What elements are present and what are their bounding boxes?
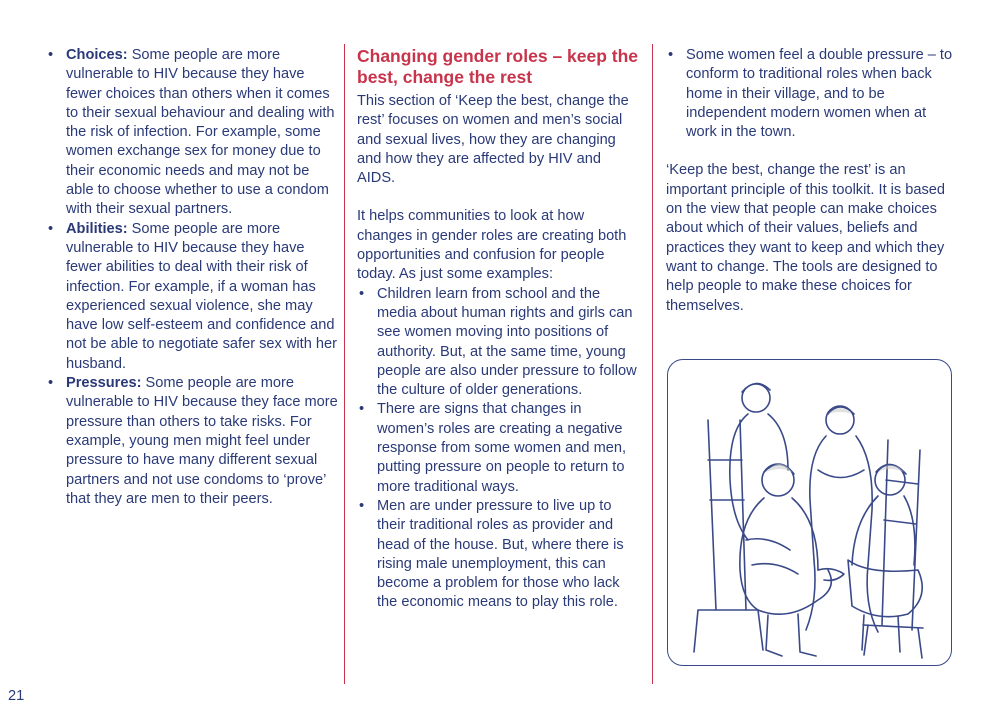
bullet-icon: •: [359, 497, 365, 514]
list-item: [666, 46, 956, 142]
term-pressures: Pressures:: [66, 375, 142, 392]
bullet-icon: •: [359, 285, 365, 302]
bullet-icon: •: [359, 401, 365, 418]
list-item-text: Children learn from school and the media about human rights and girls can see women moving into positions of authority. But, at the same time, young people are also under pressure to follow the culture of older generations.: [377, 285, 637, 399]
column-divider-right: [652, 44, 653, 684]
text-pressures: Some people are more vulnerable to HIV because they face more pressure than others to take risks. For example, young men might feel under pressure to have many different sexual partners and not use condoms to ‘prove’ that they are men to their peers.: [66, 375, 338, 507]
page-number: 21: [8, 688, 25, 704]
list-item: [357, 285, 642, 401]
list-item-text: Some women feel a double pressure – to conform to traditional roles when back home in their village, and to be independent modern women when at work in the town.: [686, 47, 953, 141]
list-item-abilities: [46, 220, 338, 374]
section-heading: Changing gender roles – keep the best, change the rest: [357, 46, 639, 87]
list-item-text: There are signs that changes in women’s roles are creating a negative response from some women and men, putting pressure on people to return to more traditional ways.: [377, 401, 627, 495]
term-choices: Choices:: [66, 47, 128, 63]
list-item: [357, 400, 642, 496]
examples-list: [357, 285, 642, 613]
pressure-list: [666, 46, 956, 142]
vulnerability-list: [46, 46, 338, 509]
term-abilities: Abilities:: [66, 220, 128, 237]
list-item-pressures: [46, 374, 338, 509]
list-item: [357, 497, 642, 613]
column-principle: [666, 46, 956, 316]
women-discussion-illustration: [668, 360, 951, 665]
bullet-icon: •: [48, 375, 54, 392]
bullet-icon: •: [668, 47, 674, 63]
bullet-icon: •: [48, 47, 54, 63]
list-item-text: Men are under pressure to live up to their traditional roles as provider and head of the house. But, where there is rising male unemployment, this can become a problem for those who lack the economic means to play this role.: [377, 497, 624, 611]
examples-paragraph: It helps communities to look at how changes in gender roles are creating both opportunities and confusion for people today. As just some examples:: [357, 208, 627, 283]
intro-paragraph: This section of ‘Keep the best, change the rest’ focuses on women and men’s social and sexual lives, how they are changing and how they are affected by HIV and AIDS.: [357, 93, 629, 187]
list-item-choices: [46, 46, 338, 220]
principle-paragraph: ‘Keep the best, change the rest’ is an important principle of this toolkit. It is based on the view that people can make choices about which of their values, beliefs and practices they want to keep and which they want to change. The tools are designed to help people to make these choices for themselves.: [666, 162, 946, 314]
illustration-women-group: [667, 359, 952, 666]
text-choices: Some people are more vulnerable to HIV because they have fewer choices than others when it comes to their sexual behaviour and dealing with the risk of infection. For example, some women exchange sex for money due to their economic needs and may not be able to choose whether to use a condom with their sexual partners.: [66, 47, 335, 218]
column-divider-left: [344, 44, 345, 684]
bullet-icon: •: [48, 220, 54, 237]
text-abilities: Some people are more vulnerable to HIV because they have fewer abilities to deal with their risk of infection. For example, if a woman has experienced sexual violence, she may have low self-esteem and confidence and not be able to negotiate safer sex with her husband.: [66, 220, 337, 372]
column-gender-roles: [357, 46, 642, 613]
column-vulnerability: [46, 46, 338, 509]
